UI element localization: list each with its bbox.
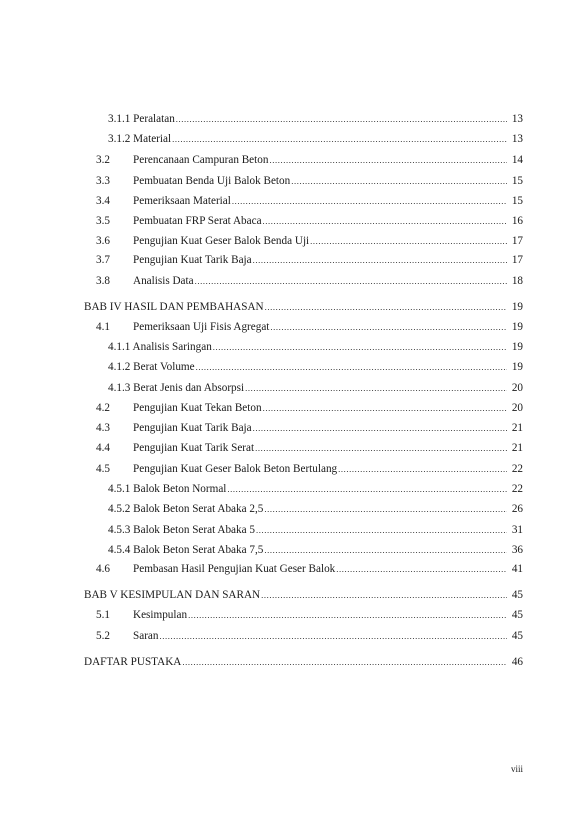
toc-entry-title: 4.5.1 Balok Beton Normal	[108, 483, 227, 495]
toc-entry-page: 19	[511, 321, 523, 333]
toc-entry	[0, 501, 579, 517]
toc-entry-page: 14	[511, 154, 523, 166]
toc-entry-page: 45	[511, 609, 523, 621]
toc-entry-title: Pembasan Hasil Pengujian Kuat Geser Balok	[133, 563, 336, 575]
toc-leader	[133, 273, 523, 289]
toc-leader	[108, 131, 523, 147]
toc-entry	[0, 461, 579, 477]
toc-entry-title: 4.5.2 Balok Beton Serat Abaka 2,5	[108, 503, 264, 515]
toc-entry-number: 4.1	[96, 321, 110, 333]
toc-leader	[84, 587, 523, 603]
toc-entry	[0, 152, 579, 168]
toc-entry-page: 13	[511, 113, 523, 125]
toc-entry-title: Perencanaan Campuran Beton	[133, 154, 269, 166]
toc-entry-title: Pengujian Kuat Tarik Baja	[133, 254, 252, 266]
toc-entry-title: 4.1.2 Berat Volume	[108, 361, 195, 373]
toc-dot-leader	[159, 628, 507, 644]
toc-entry	[0, 193, 579, 209]
toc-entry-number: 4.5	[96, 463, 110, 475]
toc-dot-leader	[182, 654, 507, 670]
toc-entry	[0, 273, 579, 289]
toc-dot-leader	[336, 561, 507, 577]
toc-entry-page: 36	[511, 544, 523, 556]
toc-entry-title: 4.5.3 Balok Beton Serat Abaka 5	[108, 524, 255, 536]
toc-leader	[108, 380, 523, 396]
toc-entry-title: Pengujian Kuat Tekan Beton	[133, 402, 262, 414]
toc-entry-number: 5.1	[96, 609, 110, 621]
toc-dot-leader	[264, 501, 507, 517]
toc-entry-page: 41	[511, 563, 523, 575]
toc-entry-number: 3.5	[96, 215, 110, 227]
toc-entry-page: 31	[511, 524, 523, 536]
toc-entry	[0, 420, 579, 436]
toc-dot-leader	[232, 193, 507, 209]
toc-dot-leader	[245, 380, 507, 396]
toc-leader	[108, 359, 523, 375]
toc-entry	[0, 481, 579, 497]
toc-entry-title: BAB IV HASIL DAN PEMBAHASAN	[84, 301, 264, 313]
toc-dot-leader	[196, 359, 507, 375]
toc-entry-title: 3.1.1 Peralatan	[108, 113, 175, 125]
toc-entry-title: Pengujian Kuat Geser Balok Beton Bertulang	[133, 463, 338, 475]
toc-leader	[133, 173, 523, 189]
toc-dot-leader	[310, 233, 507, 249]
toc-leader	[133, 628, 523, 644]
toc-entry-title: DAFTAR PUSTAKA	[84, 656, 182, 668]
toc-dot-leader	[255, 440, 507, 456]
toc-entry-number: 4.4	[96, 442, 110, 454]
toc-entry-title: Pengujian Kuat Tarik Serat	[133, 442, 255, 454]
toc-leader	[133, 400, 523, 416]
toc-leader	[108, 501, 523, 517]
toc-dot-leader	[213, 339, 507, 355]
toc-dot-leader	[338, 461, 507, 477]
toc-dot-leader	[270, 319, 507, 335]
toc-entry-page: 15	[511, 175, 523, 187]
page-number: viii	[510, 764, 523, 774]
toc-entry-page: 45	[511, 630, 523, 642]
toc-entry	[0, 628, 579, 644]
toc-leader	[133, 233, 523, 249]
toc-entry	[0, 233, 579, 249]
toc-dot-leader	[195, 273, 507, 289]
toc-entry-number: 3.7	[96, 254, 110, 266]
toc-entry	[0, 111, 579, 127]
toc-entry-page: 17	[511, 235, 523, 247]
toc-entry-title: Pemeriksaan Uji Fisis Agregat	[133, 321, 270, 333]
toc-entry	[0, 131, 579, 147]
toc-entry-title: 4.5.4 Balok Beton Serat Abaka 7,5	[108, 544, 264, 556]
toc-leader	[133, 213, 523, 229]
toc-entry-page: 46	[511, 656, 523, 668]
toc-entry-title: Saran	[133, 630, 159, 642]
toc-entry	[0, 522, 579, 538]
toc-dot-leader	[263, 213, 507, 229]
toc-entry	[0, 359, 579, 375]
toc-entry-page: 16	[511, 215, 523, 227]
toc-entry-title: Kesimpulan	[133, 609, 188, 621]
toc-leader	[108, 542, 523, 558]
toc-entry-number: 3.4	[96, 195, 110, 207]
toc-entry-number: 5.2	[96, 630, 110, 642]
toc-entry-page: 45	[511, 589, 523, 601]
toc-leader	[133, 420, 523, 436]
toc-dot-leader	[188, 607, 507, 623]
toc-leader	[133, 440, 523, 456]
toc-entry-number: 4.3	[96, 422, 110, 434]
toc-entry	[0, 339, 579, 355]
toc-entry	[0, 440, 579, 456]
toc-dot-leader	[261, 587, 507, 603]
toc-entry-number: 3.2	[96, 154, 110, 166]
toc-leader	[133, 561, 523, 577]
toc-entry	[0, 213, 579, 229]
toc-entry-page: 26	[511, 503, 523, 515]
toc-entry-number: 3.6	[96, 235, 110, 247]
toc-dot-leader	[264, 542, 507, 558]
toc-chapter-entry	[0, 654, 579, 670]
toc-leader	[108, 481, 523, 497]
toc-leader	[84, 299, 523, 315]
toc-dot-leader	[263, 400, 507, 416]
toc-entry	[0, 380, 579, 396]
toc-entry-title: 3.1.2 Material	[108, 133, 172, 145]
toc-entry-page: 21	[511, 442, 523, 454]
toc-leader	[133, 461, 523, 477]
toc-entry-title: 4.1.1 Analisis Saringan	[108, 341, 212, 353]
toc-entry-title: Pengujian Kuat Geser Balok Benda Uji	[133, 235, 310, 247]
toc-entry	[0, 607, 579, 623]
toc-leader	[108, 111, 523, 127]
toc-entry-number: 3.3	[96, 175, 110, 187]
toc-entry-page: 18	[511, 275, 523, 287]
toc-dot-leader	[172, 131, 507, 147]
toc-entry-number: 3.8	[96, 275, 110, 287]
toc-entry-title: Pembuatan FRP Serat Abaca	[133, 215, 262, 227]
toc-leader	[133, 193, 523, 209]
toc-dot-leader	[291, 173, 507, 189]
toc-entry-page: 20	[511, 382, 523, 394]
toc-entry-title: Analisis Data	[133, 275, 194, 287]
toc-leader	[133, 319, 523, 335]
toc-leader	[133, 607, 523, 623]
toc-leader	[108, 339, 523, 355]
toc-entry	[0, 561, 579, 577]
toc-entry-page: 19	[511, 341, 523, 353]
toc-chapter-entry	[0, 587, 579, 603]
toc-entry-title: 4.1.3 Berat Jenis dan Absorpsi	[108, 382, 245, 394]
toc-entry	[0, 400, 579, 416]
toc-entry	[0, 542, 579, 558]
toc-entry	[0, 173, 579, 189]
toc-entry-page: 17	[511, 254, 523, 266]
toc-dot-leader	[253, 252, 507, 268]
toc-dot-leader	[256, 522, 507, 538]
toc-entry	[0, 319, 579, 335]
toc-leader	[133, 152, 523, 168]
toc-leader	[108, 522, 523, 538]
toc-entry-page: 22	[511, 463, 523, 475]
toc-entry-number: 4.6	[96, 563, 110, 575]
toc-entry-page: 19	[511, 361, 523, 373]
toc-entry-page: 21	[511, 422, 523, 434]
toc-entry-title: Pembuatan Benda Uji Balok Beton	[133, 175, 291, 187]
toc-entry-title: BAB V KESIMPULAN DAN SARAN	[84, 589, 261, 601]
toc-entry-title: Pengujian Kuat Tarik Baja	[133, 422, 252, 434]
toc-entry	[0, 252, 579, 268]
toc-entry-page: 19	[511, 301, 523, 313]
toc-entry-page: 22	[511, 483, 523, 495]
toc-dot-leader	[265, 299, 507, 315]
toc-entry-page: 20	[511, 402, 523, 414]
toc-entry-title: Pemeriksaan Material	[133, 195, 231, 207]
toc-entry-number: 4.2	[96, 402, 110, 414]
toc-dot-leader	[227, 481, 507, 497]
toc-dot-leader	[176, 111, 507, 127]
toc-leader	[84, 654, 523, 670]
toc-dot-leader	[269, 152, 507, 168]
toc-leader	[133, 252, 523, 268]
toc-entry-page: 15	[511, 195, 523, 207]
toc-dot-leader	[253, 420, 507, 436]
toc-entry-page: 13	[511, 133, 523, 145]
toc-chapter-entry	[0, 299, 579, 315]
